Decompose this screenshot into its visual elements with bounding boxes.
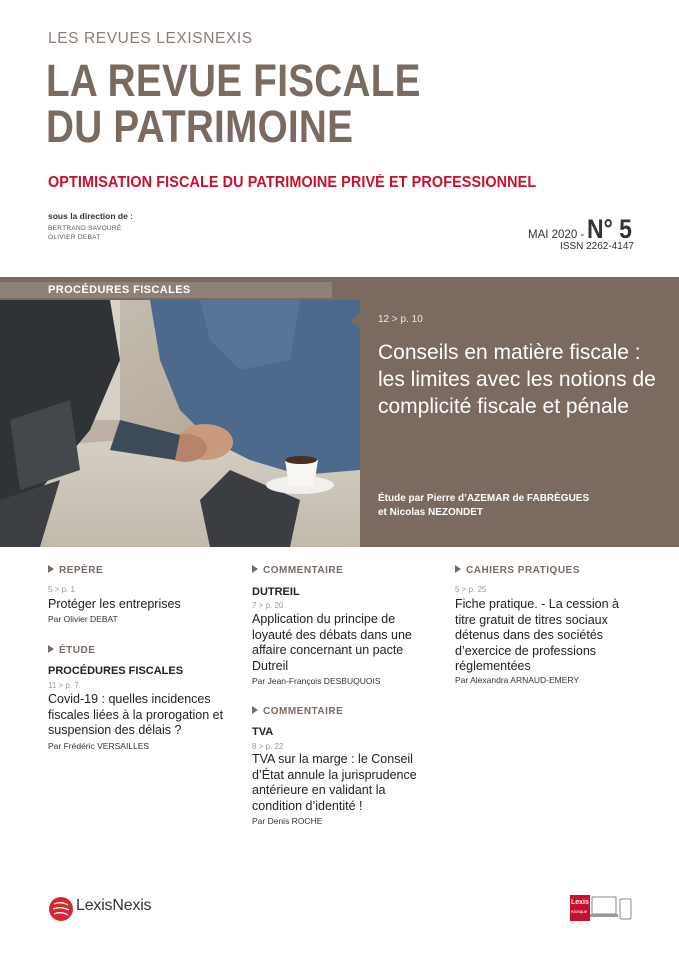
article-ref: 8 > p. 22 — [252, 742, 284, 751]
feature-author: Étude par Pierre d’AZEMAR de FABRÈGUES et Nicolas NEZONDET — [378, 493, 590, 518]
article-author: Par Jean-François DESBUQUOIS — [252, 676, 381, 686]
direction-label: sous la direction de : — [48, 211, 134, 221]
article-title[interactable]: Covid-19 : quelles incidences fiscales liées à la prorogation et suspension des délais ? — [48, 692, 224, 737]
section-heading-cahiers-pratiques: CAHIERS PRATIQUES — [455, 565, 580, 576]
journal-title: LA REVUE FISCALE DU PATRIMOINE — [46, 55, 421, 152]
feature-section-label: PROCÉDURES FISCALES — [0, 282, 332, 298]
feature-title[interactable]: Conseils en matière fiscale : les limites avec les notions de complicité fiscale et pénale — [378, 341, 656, 418]
article-kicker: DUTREIL — [252, 586, 300, 598]
issue-date: MAI 2020 - — [528, 229, 588, 241]
publisher-name: LexisNexis — [76, 897, 152, 914]
article-author: Par Frédéric VERSAILLES — [48, 741, 150, 751]
handshake-photo — [0, 300, 360, 547]
section-heading-repere: REPÈRE — [48, 565, 103, 576]
triangle-icon — [252, 706, 258, 714]
feature-ref: 12 > p. 10 — [378, 314, 423, 325]
article-title[interactable]: Protéger les entreprises — [48, 597, 181, 611]
issue-number: N° 5 — [587, 214, 633, 244]
journal-subtitle: OPTIMISATION FISCALE DU PATRIMOINE PRIVÉ ET PROFESSIONNEL — [48, 174, 537, 191]
director-name: BERTRAND SAVOURÉ — [48, 225, 122, 232]
article-author: Par Alexandra ARNAUD-EMERY — [455, 675, 580, 685]
director-name: OLIVIER DEBAT — [48, 234, 101, 241]
article-ref: 11 > p. 7 — [48, 681, 79, 690]
kiosk-sublabel: Kiosque — [571, 909, 588, 914]
triangle-icon — [48, 565, 54, 573]
article-author: Par Olivier DEBAT — [48, 614, 118, 624]
article-ref: 7 > p. 20 — [252, 601, 284, 610]
article-ref: 5 > p. 1 — [48, 585, 75, 594]
lexisnexis-logo-icon — [48, 896, 74, 922]
article-author: Par Denis ROCHE — [252, 816, 323, 826]
article-title[interactable]: TVA sur la marge : le Conseil d’État annule la jurisprudence antérieure en validant la condition d’identité ! — [252, 752, 417, 813]
triangle-icon — [48, 645, 54, 653]
section-heading-commentaire: COMMENTAIRE — [252, 565, 343, 576]
issn: ISSN 2262-4147 — [560, 241, 634, 252]
article-title[interactable]: Fiche pratique. - La cession à titre gratuit de titres sociaux détenus dans des sociétés d’exercice de professions réglementées — [455, 597, 619, 673]
section-heading-commentaire: COMMENTAIRE — [252, 706, 343, 717]
article-title[interactable]: Application du principe de loyauté des débats dans une affaire concernant un pacte Dutreil — [252, 612, 412, 673]
triangle-icon — [455, 565, 461, 573]
kiosk-label: Lexis — [571, 899, 589, 906]
article-kicker: PROCÉDURES FISCALES — [48, 665, 184, 677]
series-name: LES REVUES LEXISNEXIS — [48, 30, 253, 47]
article-kicker: TVA — [252, 726, 274, 738]
triangle-icon — [252, 565, 258, 573]
feature-pointer — [351, 313, 360, 329]
article-ref: 5 > p. 25 — [455, 585, 487, 594]
section-heading-etude: ÉTUDE — [48, 645, 95, 656]
lexis-kiosque-icon — [570, 895, 634, 926]
